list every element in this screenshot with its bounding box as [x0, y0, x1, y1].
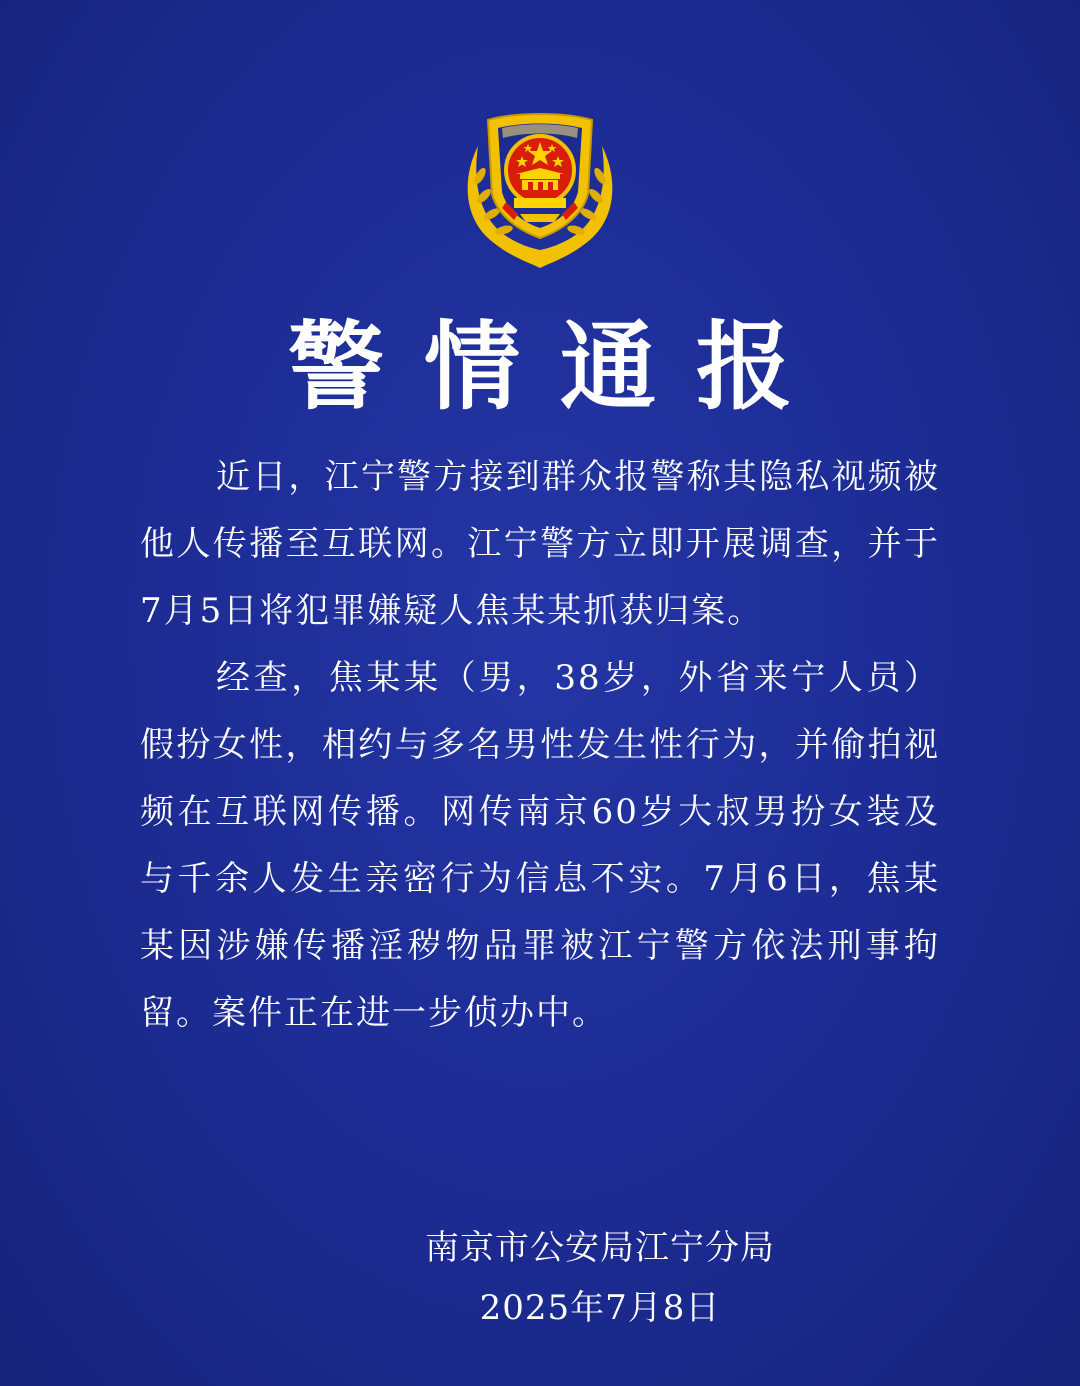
issue-date: 2025年7月8日	[479, 1288, 721, 1328]
notice-body	[140, 444, 940, 1047]
police-badge-icon	[458, 98, 622, 270]
issuer-name: 南京市公安局江宁分局	[425, 1228, 775, 1268]
notice-signature	[300, 1218, 900, 1338]
notice-title: 警情通报	[288, 311, 832, 423]
notice-paragraph-1: 近日，江宁警方接到群众报警称其隐私视频被他人传播至互联网。江宁警方立即开展调查，并于7月5日将犯罪嫌疑人焦某某抓获归案。	[140, 457, 940, 631]
notice-paragraph-2: 经查，焦某某（男，38岁，外省来宁人员）假扮女性，相约与多名男性发生性行为，并偷拍视频在互联网传播。网传南京60岁大叔男扮女装及与千余人发生亲密行为信息不实。7月6日，焦某某因涉嫌传播淫秽物品罪被江宁警方依法刑事拘留。案件正在进一步侦办中。	[140, 658, 940, 1033]
